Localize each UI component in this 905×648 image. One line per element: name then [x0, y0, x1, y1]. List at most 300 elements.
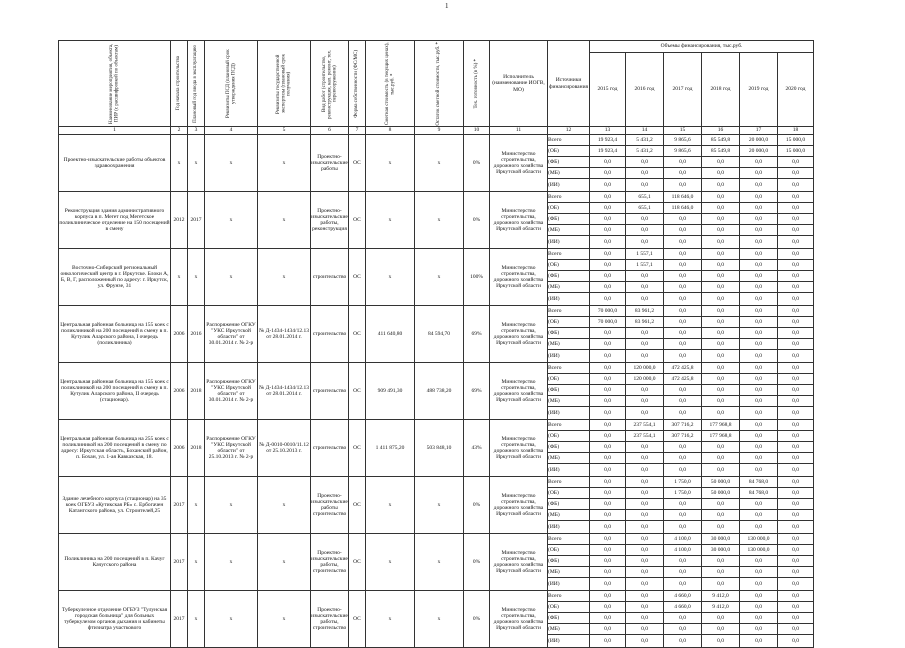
funding-value: 19 923,4 [590, 146, 626, 157]
funding-value: 0,0 [740, 420, 778, 431]
cell-start: x [171, 135, 188, 192]
column-number: 11 [490, 127, 548, 135]
cell-work-type: Проектно-изыскательские работы, строительство [311, 534, 349, 591]
source-label: (ОБ) [548, 488, 590, 499]
table-row [59, 306, 814, 317]
cell-expertise: № Д-0010-0010/11.12 от 25.10.2013 г. [258, 420, 311, 477]
funding-value: 70 000,0 [590, 306, 626, 317]
source-label: Всего [548, 249, 590, 260]
cell-expertise: № Д-1434-1434/12.13 от 28.01.2014 г. [258, 306, 311, 363]
funding-value: 0,0 [664, 249, 702, 260]
source-label: (МБ) [548, 282, 590, 293]
financing-table [58, 40, 814, 648]
cell-psd: x [205, 249, 258, 306]
funding-value: 0,0 [626, 464, 664, 477]
funding-value: 0,0 [778, 260, 814, 271]
funding-value: 9 412,0 [702, 602, 740, 613]
executor-cell: Министерство строительства, дорожного хозяйства Иркутской области [490, 192, 548, 249]
cell-remaining: x [415, 477, 464, 534]
column-number: 5 [258, 127, 311, 135]
cell-remaining: 488 738,20 [415, 363, 464, 420]
funding-value: 0,0 [740, 578, 778, 591]
funding-value: 0,0 [702, 203, 740, 214]
funding-value: 0,0 [664, 339, 702, 350]
column-number: 6 [311, 127, 349, 135]
source-label: (ИИ) [548, 578, 590, 591]
funding-value: 0,0 [778, 396, 814, 407]
funding-value: 0,0 [702, 317, 740, 328]
funding-value: 0,0 [778, 317, 814, 328]
cell-ownership: ОС [349, 591, 366, 648]
col-header-readiness: Тех. готовность (в %) * [464, 41, 490, 127]
column-number: 8 [366, 127, 415, 135]
funding-value: 0,0 [740, 203, 778, 214]
funding-value: 0,0 [702, 328, 740, 339]
funding-value: 15 000,0 [778, 146, 814, 157]
funding-value: 0,0 [778, 157, 814, 168]
funding-value: 118 646,0 [664, 192, 702, 203]
funding-value: 0,0 [778, 328, 814, 339]
funding-value: 0,0 [590, 534, 626, 545]
funding-value: 0,0 [778, 168, 814, 179]
funding-value: 0,0 [702, 613, 740, 624]
funding-value: 0,0 [778, 350, 814, 363]
funding-value: 0,0 [702, 260, 740, 271]
funding-value: 0,0 [778, 578, 814, 591]
col-header-work-type: Вид работ (строительство, реконструкция, кап. ремонт, тех. перевооружение) [311, 41, 349, 127]
source-label: (ФБ) [548, 385, 590, 396]
funding-value: 307 716,2 [664, 431, 702, 442]
funding-value: 0,0 [590, 363, 626, 374]
col-header-expertise: Реквизиты государственной экспертизы (плановый срок получения) [258, 41, 311, 127]
funding-value: 0,0 [664, 613, 702, 624]
cell-readiness: 0% [464, 534, 490, 591]
funding-value: 20 000,0 [740, 146, 778, 157]
funding-value: 0,0 [702, 271, 740, 282]
table-row [59, 534, 814, 545]
source-label: (МБ) [548, 567, 590, 578]
funding-value: 0,0 [702, 510, 740, 521]
object-name: Центральная районная больница на 155 коек с поликлиникой на 200 посещений в смену в п. Кутулик Аларского района, II очередь (стационар). [59, 363, 171, 420]
column-number: 10 [464, 127, 490, 135]
funding-value: 0,0 [590, 339, 626, 350]
cell-expertise: x [258, 477, 311, 534]
funding-value: 0,0 [590, 168, 626, 179]
funding-value: 30 000,0 [702, 545, 740, 556]
cell-remaining: x [415, 534, 464, 591]
funding-value: 0,0 [740, 214, 778, 225]
funding-value: 0,0 [778, 613, 814, 624]
funding-value: 0,0 [778, 431, 814, 442]
funding-value: 0,0 [590, 271, 626, 282]
cell-estimate: 909 491,30 [366, 363, 415, 420]
cell-psd: Распоряжение ОГКУ "УКС Иркутской области" от 30.01.2014 г. № 2-р [205, 363, 258, 420]
funding-value: 85 549,8 [702, 146, 740, 157]
funding-value: 0,0 [778, 236, 814, 249]
cell-work-type: строительство [311, 363, 349, 420]
funding-value: 0,0 [590, 350, 626, 363]
cell-readiness: 0% [464, 477, 490, 534]
funding-value: 0,0 [740, 225, 778, 236]
cell-expertise: x [258, 192, 311, 249]
col-header-name: Наименование мероприятия, объекта, ПИР (с расшифровкой по объектам) [59, 41, 171, 127]
source-label: (МБ) [548, 396, 590, 407]
funding-value: 0,0 [590, 192, 626, 203]
source-label: (МБ) [548, 168, 590, 179]
funding-value: 0,0 [740, 464, 778, 477]
funding-value: 0,0 [740, 556, 778, 567]
funding-value: 0,0 [626, 339, 664, 350]
cell-expertise: x [258, 135, 311, 192]
funding-value: 0,0 [590, 260, 626, 271]
funding-value: 5 431,2 [626, 146, 664, 157]
funding-value: 0,0 [778, 442, 814, 453]
funding-value: 0,0 [664, 396, 702, 407]
funding-value: 1 750,0 [664, 488, 702, 499]
funding-value: 0,0 [740, 363, 778, 374]
executor-cell: Министерство строительства, дорожного хозяйства Иркутской области [490, 591, 548, 648]
table-row [59, 192, 814, 203]
funding-value: 0,0 [778, 271, 814, 282]
funding-value: 0,0 [702, 453, 740, 464]
object-name: Центральная районная больница на 255 коек с поликлиникой на 200 посещений в смену по адресу: Иркутская область, Боханский район, п. Бохан, ул. 1-ая Кавказская, 18. [59, 420, 171, 477]
cell-work-type: Проектно-изыскательские работы, реконструкция [311, 192, 349, 249]
cell-remaining: x [415, 135, 464, 192]
executor-cell: Министерство строительства, дорожного хозяйства Иркутской области [490, 477, 548, 534]
funding-value: 0,0 [778, 192, 814, 203]
cell-commission: 2016 [188, 306, 205, 363]
funding-value: 84 768,0 [740, 477, 778, 488]
funding-value: 0,0 [590, 293, 626, 306]
cell-remaining: x [415, 591, 464, 648]
funding-value: 0,0 [702, 635, 740, 648]
funding-value: 0,0 [590, 453, 626, 464]
cell-estimate: x [366, 477, 415, 534]
funding-value: 0,0 [702, 179, 740, 192]
funding-value: 20 000,0 [740, 135, 778, 146]
funding-value: 0,0 [626, 282, 664, 293]
funding-value: 0,0 [626, 624, 664, 635]
funding-value: 0,0 [740, 624, 778, 635]
object-name: Центральная районная больница на 155 коек с поликлиникой на 200 посещений в смену в п. Кутулик Аларского района, I очередь (поликлиника) [59, 306, 171, 363]
funding-value: 0,0 [626, 556, 664, 567]
funding-value: 0,0 [778, 293, 814, 306]
funding-value: 0,0 [590, 431, 626, 442]
funding-value: 1 557,1 [626, 260, 664, 271]
funding-value: 0,0 [702, 339, 740, 350]
executor-cell: Министерство строительства, дорожного хозяйства Иркутской области [490, 249, 548, 306]
funding-value: 0,0 [702, 624, 740, 635]
funding-value: 0,0 [590, 442, 626, 453]
funding-value: 130 000,0 [740, 534, 778, 545]
cell-work-type: Проектно-изыскательские работы строительство [311, 477, 349, 534]
cell-start: 2017 [171, 534, 188, 591]
funding-value: 0,0 [778, 249, 814, 260]
funding-value: 0,0 [590, 374, 626, 385]
funding-value: 0,0 [664, 350, 702, 363]
col-header-year: 2020 год [778, 53, 814, 127]
funding-value: 83 961,2 [626, 317, 664, 328]
funding-value: 1 557,1 [626, 249, 664, 260]
table-row [59, 591, 814, 602]
cell-start: x [171, 249, 188, 306]
funding-value: 50 000,0 [702, 488, 740, 499]
funding-value: 0,0 [740, 635, 778, 648]
funding-value: 0,0 [702, 396, 740, 407]
funding-value: 0,0 [590, 499, 626, 510]
funding-value: 0,0 [590, 249, 626, 260]
source-label: (ФБ) [548, 499, 590, 510]
table-header [59, 41, 814, 135]
column-number: 7 [349, 127, 366, 135]
funding-value: 0,0 [702, 293, 740, 306]
funding-value: 0,0 [778, 214, 814, 225]
column-number: 13 [590, 127, 626, 135]
funding-value: 0,0 [740, 306, 778, 317]
executor-cell: Министерство строительства, дорожного хозяйства Иркутской области [490, 363, 548, 420]
funding-value: 0,0 [778, 203, 814, 214]
funding-value: 84 768,0 [740, 488, 778, 499]
cell-remaining: 503 848,10 [415, 420, 464, 477]
funding-value: 0,0 [664, 464, 702, 477]
funding-value: 0,0 [590, 385, 626, 396]
source-label: (ОБ) [548, 260, 590, 271]
column-number: 4 [205, 127, 258, 135]
funding-value: 0,0 [778, 556, 814, 567]
funding-value: 0,0 [740, 613, 778, 624]
page-number: 1 [445, 2, 449, 10]
cell-start: 2006 [171, 363, 188, 420]
cell-commission: x [188, 534, 205, 591]
funding-value: 655,1 [626, 192, 664, 203]
funding-value: 0,0 [590, 613, 626, 624]
cell-readiness: 100% [464, 249, 490, 306]
source-label: (ИИ) [548, 236, 590, 249]
executor-cell: Министерство строительства, дорожного хозяйства Иркутской области [490, 420, 548, 477]
source-label: (ФБ) [548, 214, 590, 225]
source-label: (ФБ) [548, 442, 590, 453]
funding-value: 0,0 [702, 168, 740, 179]
funding-value: 0,0 [664, 293, 702, 306]
funding-value: 0,0 [590, 591, 626, 602]
funding-value: 130 000,0 [740, 545, 778, 556]
funding-value: 0,0 [626, 442, 664, 453]
funding-value: 0,0 [702, 249, 740, 260]
funding-value: 9 865,6 [664, 135, 702, 146]
funding-value: 0,0 [740, 407, 778, 420]
funding-value: 0,0 [778, 521, 814, 534]
funding-value: 0,0 [664, 168, 702, 179]
funding-value: 0,0 [626, 407, 664, 420]
funding-value: 0,0 [778, 464, 814, 477]
funding-value: 0,0 [590, 464, 626, 477]
cell-start: 2017 [171, 591, 188, 648]
funding-value: 0,0 [778, 545, 814, 556]
funding-value: 0,0 [626, 567, 664, 578]
cell-estimate: x [366, 591, 415, 648]
funding-value: 0,0 [740, 271, 778, 282]
funding-value: 0,0 [626, 477, 664, 488]
source-label: (ИИ) [548, 407, 590, 420]
object-name: Туберкулезное отделение ОГБУЗ "Тулунская городская больница" для больных туберкулезом органов дыхания и кабинеты фтизиатра участкового [59, 591, 171, 648]
cell-psd: x [205, 135, 258, 192]
funding-value: 0,0 [590, 225, 626, 236]
funding-value: 83 961,2 [626, 306, 664, 317]
column-number: 14 [626, 127, 664, 135]
cell-readiness: 0% [464, 135, 490, 192]
table-row [59, 363, 814, 374]
funding-value: 30 000,0 [702, 534, 740, 545]
funding-value: 0,0 [778, 363, 814, 374]
funding-value: 0,0 [664, 260, 702, 271]
cell-ownership: ОС [349, 249, 366, 306]
funding-value: 0,0 [664, 442, 702, 453]
cell-estimate: 1 411 875,20 [366, 420, 415, 477]
cell-commission: 2018 [188, 420, 205, 477]
cell-psd: x [205, 192, 258, 249]
funding-value: 0,0 [664, 236, 702, 249]
funding-value: 0,0 [740, 453, 778, 464]
funding-value: 0,0 [590, 556, 626, 567]
funding-value: 0,0 [778, 374, 814, 385]
cell-start: 2012 [171, 192, 188, 249]
object-name: Здание лечебного корпуса (стационар) на 35 коек ОГБУЗ «Кутикская РБ» с. Ербогачен Катангского района, ул. Строителей,25 [59, 477, 171, 534]
cell-psd: Распоряжение ОГКУ "УКС Иркутской области" от 30.01.2014 г. № 2-р [205, 306, 258, 363]
object-name: Поликлиника на 200 посещений в п. Качуг Качугского района [59, 534, 171, 591]
funding-value: 0,0 [664, 624, 702, 635]
funding-value: 0,0 [778, 567, 814, 578]
funding-value: 0,0 [740, 499, 778, 510]
object-name: Реконструкция здания административного корпуса в п. Мегет под Мегетское поликлиническое отделение на 150 посещений в смену [59, 192, 171, 249]
funding-value: 0,0 [740, 293, 778, 306]
funding-value: 4 660,0 [664, 602, 702, 613]
funding-value: 0,0 [740, 396, 778, 407]
funding-value: 0,0 [626, 613, 664, 624]
funding-value: 237 554,1 [626, 431, 664, 442]
funding-value: 120 000,0 [626, 374, 664, 385]
funding-value: 0,0 [626, 385, 664, 396]
funding-value: 0,0 [702, 350, 740, 363]
funding-value: 0,0 [740, 260, 778, 271]
cell-commission: x [188, 477, 205, 534]
funding-value: 0,0 [664, 306, 702, 317]
funding-value: 0,0 [778, 282, 814, 293]
funding-value: 85 549,8 [702, 135, 740, 146]
funding-value: 0,0 [778, 420, 814, 431]
funding-value: 0,0 [626, 168, 664, 179]
col-header-year: 2016 год [626, 53, 664, 127]
cell-expertise: x [258, 534, 311, 591]
source-label: (ОБ) [548, 317, 590, 328]
table-row [59, 135, 814, 146]
funding-value: 19 923,4 [590, 135, 626, 146]
source-label: (ОБ) [548, 146, 590, 157]
funding-value: 0,0 [626, 396, 664, 407]
funding-value: 0,0 [702, 192, 740, 203]
funding-value: 0,0 [702, 556, 740, 567]
cell-estimate: 411 640,80 [366, 306, 415, 363]
col-header-source: Источники финансирования [548, 41, 590, 127]
cell-expertise: x [258, 249, 311, 306]
source-label: (ОБ) [548, 374, 590, 385]
funding-value: 0,0 [740, 339, 778, 350]
funding-value: 0,0 [590, 510, 626, 521]
cell-estimate: x [366, 534, 415, 591]
funding-value: 0,0 [664, 157, 702, 168]
cell-ownership: ОС [349, 477, 366, 534]
cell-estimate: x [366, 192, 415, 249]
source-label: (ИИ) [548, 179, 590, 192]
source-label: (ИИ) [548, 521, 590, 534]
cell-work-type: строительство [311, 249, 349, 306]
funding-value: 177 968,8 [702, 431, 740, 442]
funding-value: 0,0 [664, 521, 702, 534]
funding-value: 0,0 [778, 477, 814, 488]
funding-value: 0,0 [590, 602, 626, 613]
funding-value: 0,0 [664, 453, 702, 464]
funding-value: 0,0 [740, 192, 778, 203]
funding-value: 0,0 [740, 567, 778, 578]
cell-ownership: ОС [349, 420, 366, 477]
funding-value: 0,0 [702, 363, 740, 374]
cell-expertise: № Д-1434-1434/12.13 от 28.01.2014 г. [258, 363, 311, 420]
column-number: 9 [415, 127, 464, 135]
source-label: Всего [548, 363, 590, 374]
funding-value: 0,0 [702, 214, 740, 225]
source-label: (ФБ) [548, 271, 590, 282]
col-header-ownership: Форма собственности (ФС/МС) [349, 41, 366, 127]
funding-value: 0,0 [740, 442, 778, 453]
funding-value: 0,0 [702, 442, 740, 453]
cell-ownership: ОС [349, 363, 366, 420]
funding-value: 0,0 [740, 431, 778, 442]
funding-value: 0,0 [664, 317, 702, 328]
funding-value: 0,0 [702, 306, 740, 317]
funding-value: 0,0 [626, 350, 664, 363]
cell-estimate: x [366, 135, 415, 192]
cell-remaining: x [415, 192, 464, 249]
funding-value: 0,0 [778, 453, 814, 464]
funding-value: 0,0 [626, 453, 664, 464]
col-header-commission: Плановый год ввода в эксплуатацию [188, 41, 205, 127]
col-header-psd: Реквизиты ПСД (плановый срок утверждения ПСД) [205, 41, 258, 127]
funding-value: 0,0 [590, 396, 626, 407]
executor-cell: Министерство строительства, дорожного хозяйства Иркутской области [490, 306, 548, 363]
funding-value: 0,0 [664, 567, 702, 578]
source-label: (ФБ) [548, 556, 590, 567]
funding-value: 0,0 [664, 407, 702, 420]
source-label: (ОБ) [548, 203, 590, 214]
funding-value: 0,0 [740, 168, 778, 179]
funding-value: 0,0 [590, 214, 626, 225]
funding-value: 0,0 [778, 488, 814, 499]
funding-value: 0,0 [778, 499, 814, 510]
source-label: Всего [548, 306, 590, 317]
executor-cell: Министерство строительства, дорожного хозяйства Иркутской области [490, 534, 548, 591]
col-header-remaining: Остаток сметной стоимости, тыс.руб. * [415, 41, 464, 127]
cell-readiness: 69% [464, 306, 490, 363]
source-label: (МБ) [548, 453, 590, 464]
cell-remaining: 84 594,70 [415, 306, 464, 363]
funding-value: 0,0 [664, 214, 702, 225]
cell-remaining: x [415, 249, 464, 306]
cell-start: 2006 [171, 306, 188, 363]
object-name: Восточно-Сибирский региональный онкологический центр в г. Иркутске. Блоки А, Б, В, Г, расположенный по адресу: г. Иркутск, ул. Фрунзе, 31 [59, 249, 171, 306]
cell-expertise: x [258, 591, 311, 648]
funding-value: 118 646,0 [664, 203, 702, 214]
funding-value: 0,0 [740, 236, 778, 249]
funding-value: 0,0 [778, 591, 814, 602]
